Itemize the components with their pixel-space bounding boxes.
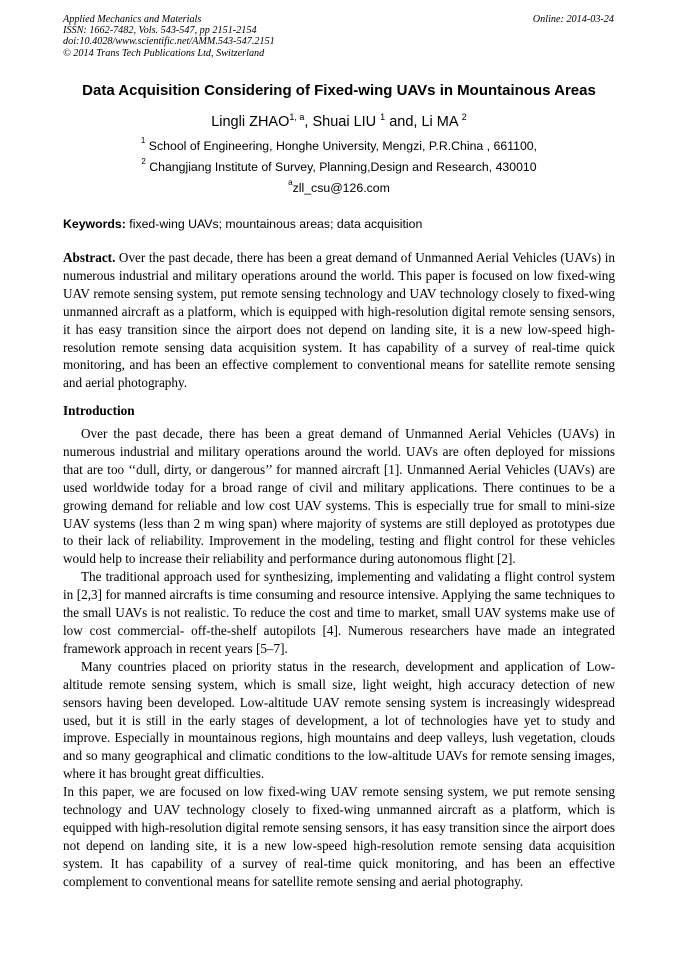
- email-address[interactable]: zll_csu@126.com: [292, 181, 390, 195]
- author-name: and, Li MA: [389, 114, 458, 130]
- keywords-line: [63, 217, 422, 231]
- issn-line: ISSN: 1662-7482, Vols. 543-547, pp 2151-2154: [63, 25, 257, 37]
- intro-paragraph: Over the past decade, there has been a great demand of Unmanned Aerial Vehicles (UAVs) in numerous industrial and military operations around the world. UAVs are often deployed for missions that are too ‘‘dull, dirty, or dangerous’’ for manned aircraft [1]. Unmanned Aerial Vehicles (UAVs) are used worldwide today for a broad range of civil and military applications. There continues to be a growing demand for reliable and low cost UAV systems. This is especially true for small to mini-size UAV systems (less than 2 m wing span) where majority of systems are still deployed as prototypes due to their lack of reliability. Improvement in the modeling, testing and flight control for these vehicles would help to increase their reliability and performance during autonomous flight [2].: [63, 426, 615, 567]
- affiliation-text: School of Engineering, Honghe University, Mengzi, P.R.China , 661100,: [148, 139, 538, 153]
- paper-title: Data Acquisition Considering of Fixed-wing UAVs in Mountainous Areas: [82, 82, 596, 99]
- journal-header: [63, 14, 275, 59]
- journal-name: Applied Mechanics and Materials: [63, 14, 202, 25]
- author-name: Lingli ZHAO: [211, 114, 290, 130]
- intro-paragraph: In this paper, we are focused on low fixed-wing UAV remote sensing system, we put remote sensing technology and UAV technology closely to fixed-wing unmanned aircraft as a platform, which is equipped with high-resolution digital remote sensing sensors, it has easy transition since the airport does not depend on landing site, it is a new low-speed high-resolution remote sensing data acquisition system. It has capability of a survey of real-time quick monitoring, and has been an effective complement to conventional means for satellite remote sensing and aerial photography.: [63, 784, 615, 889]
- intro-paragraph: The traditional approach used for synthesizing, implementing and validating a flight control system in [2,3] for manned aircrafts is time consuming and resource intensive. Applying the same techniques to the small UAVs is not realistic. To reduce the cost and time to market, small UAV systems make use of low cost commercial- off-the-shelf autopilots [4]. Numerous researchers have made an integrated framework approach in recent years [5–7].: [63, 569, 615, 656]
- abstract-text: Over the past decade, there has been a great demand of Unmanned Aerial Vehicles (UAVs) in numerous industrial and military operations around the world. This paper is focused on low fixed-wing UAV remote sensing system, put remote sensing technology and UAV technology closely to fixed-wing unmanned aircraft as a platform, which is equipped with high-resolution digital remote sensing sensors, it has easy transition since the airport does not depend on landing site, it is a new low-speed high-resolution remote sensing data acquisition system. It has capability of a survey of real-time quick monitoring, and has been an effective complement to conventional means for satellite remote sensing and aerial photography.: [63, 250, 615, 391]
- author-superscript: 1, a: [289, 112, 305, 122]
- doi-line[interactable]: doi:10.4028/www.scientific.net/AMM.543-547.2151: [63, 36, 275, 48]
- author-name: Shuai LIU: [312, 114, 377, 130]
- author-superscript: 1: [380, 112, 386, 122]
- introduction-body: [63, 425, 615, 891]
- affiliation-superscript: 2: [141, 157, 146, 166]
- affiliation-2: [0, 157, 678, 174]
- email-superscript: a: [288, 178, 293, 187]
- author-list: [0, 114, 678, 130]
- introduction-heading: Introduction: [63, 403, 135, 418]
- abstract-label: Abstract.: [63, 250, 116, 265]
- keywords-label: Keywords:: [63, 217, 126, 231]
- author-email: [0, 178, 678, 195]
- intro-paragraph: Many countries placed on priority status in the research, development and application of Low-altitude remote sensing system, which is small size, light weight, high accuracy detection of new sensors having been developed. Low-altitude UAV remote sensing system is increasingly widespread used, but it is still in the early stages of development, a lot of technologies have yet to study and improve. Especially in mountainous regions, high mountains and deep valleys, lush vegetation, clouds and so many geographical and climatic conditions to the low-altitude UAVs for remote sensing images, where it has brought great difficulties.: [63, 658, 615, 782]
- keywords-text: fixed-wing UAVs; mountainous areas; data acquisition: [129, 217, 423, 231]
- author-superscript: 2: [461, 112, 467, 122]
- copyright-line: © 2014 Trans Tech Publications Ltd, Switzerland: [63, 47, 265, 59]
- online-date: Online: 2014-03-24: [532, 14, 614, 25]
- author-separator: ,: [304, 114, 313, 130]
- affiliation-1: [0, 136, 678, 153]
- affiliation-superscript: 1: [140, 136, 146, 145]
- abstract-paragraph: [63, 249, 615, 392]
- affiliation-text: Changjiang Institute of Survey, Planning,Design and Research, 430010: [149, 160, 537, 174]
